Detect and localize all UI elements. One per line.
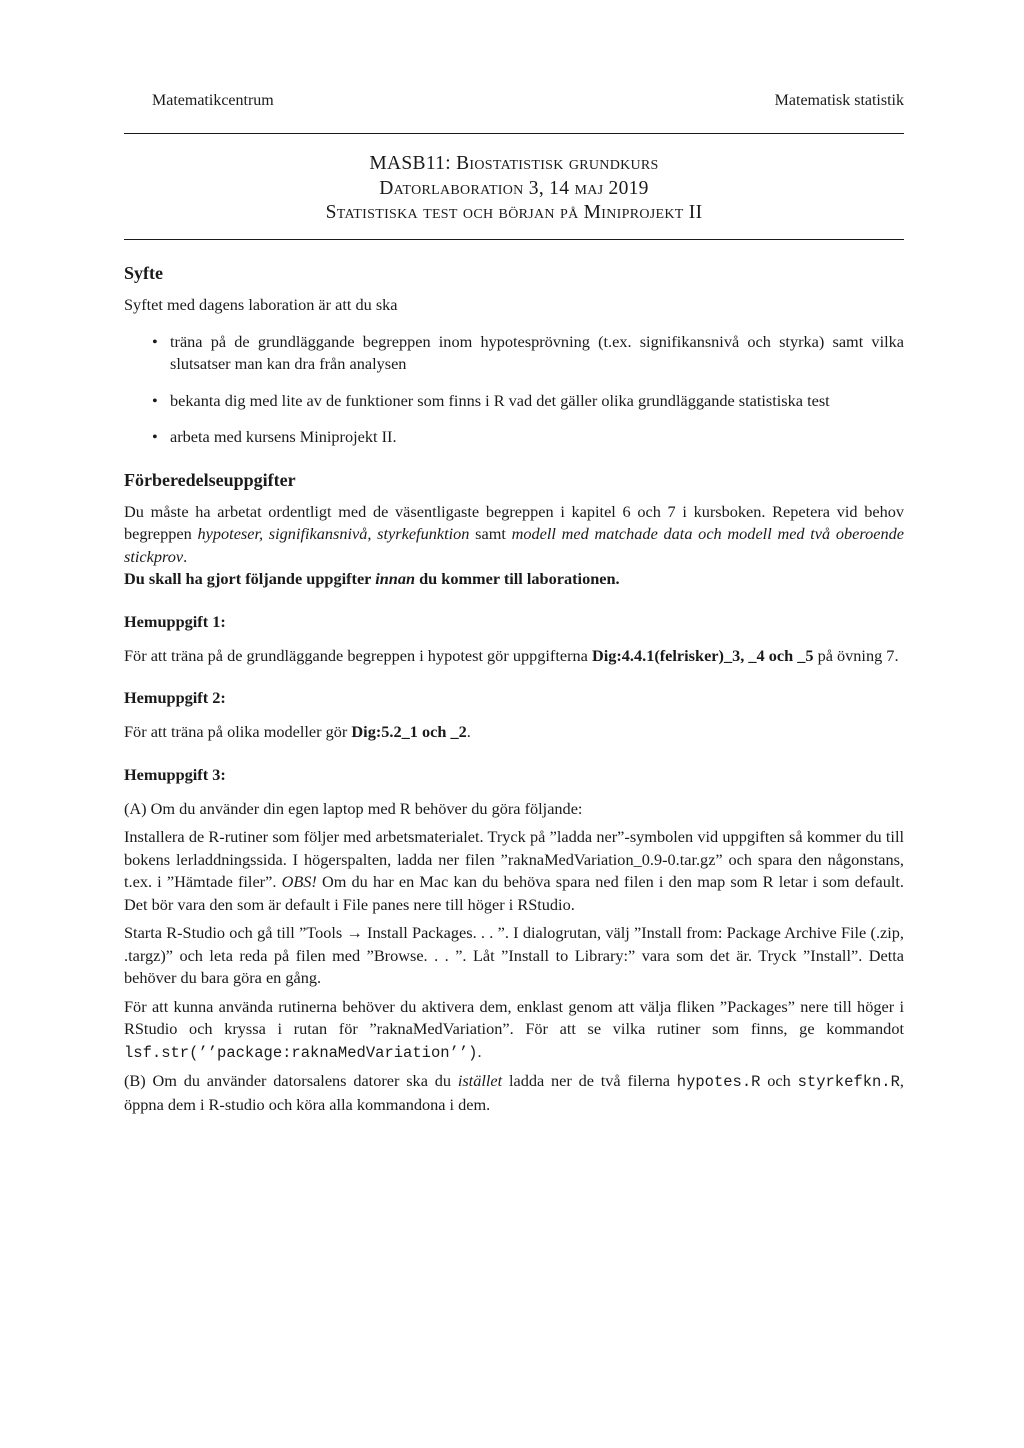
hemuppgift-3-activate: För att kunna använda rutinerna behöver du aktivera dem, enklast genom att välja fliken ”Packages” nere till höger i RStudio och kryssa i rutan för ”raknaMedVariation”. För att se vilka rutiner som finns, ge kommandot lsf.str(’’package:raknaMedVariation’’). xyxy=(124,996,904,1062)
syfte-list xyxy=(124,331,904,449)
title-lab: Datorlaboration 3, 14 maj 2019 xyxy=(379,177,649,199)
hemuppgift-1-heading: Hemuppgift 1: xyxy=(124,611,226,631)
top-rule xyxy=(124,133,904,134)
list-item-text: bekanta dig med lite av de funktioner som finns i R vad det gäller olika grundläggande statistiska test xyxy=(170,390,830,410)
list-item xyxy=(124,331,904,376)
hemuppgift-1-text: För att träna på de grundläggande begreppen i hypotest gör uppgifterna Dig:4.4.1(felrisker)_3, _4 och _5 på övning 7. xyxy=(124,645,899,665)
code-filename: styrkefkn.R xyxy=(797,1073,900,1091)
hemuppgift-3-intro: (A) Om du använder din egen laptop med R behöver du göra följande: xyxy=(124,798,583,818)
list-item-text: träna på de grundläggande begreppen inom hypotesprövning (t.ex. signifikansnivå och styrka) samt vilka slutsatser man kan dra från analysen xyxy=(170,331,904,373)
section-heading-forberedelse: Förberedelseuppgifter xyxy=(124,469,296,490)
bullet-icon: • xyxy=(152,427,158,446)
code-snippet: lsf.str(’’package:raknaMedVariation’’) xyxy=(124,1043,478,1062)
hemuppgift-2-heading: Hemuppgift 2: xyxy=(124,688,226,707)
title-topic: Statistiska test och början på Miniprojekt II xyxy=(325,202,703,223)
title-rule xyxy=(124,239,904,240)
document-title xyxy=(124,152,904,226)
code-filename: hypotes.R xyxy=(676,1073,761,1091)
bullet-icon: • xyxy=(152,390,158,410)
bullet-icon: • xyxy=(152,331,158,351)
header-left: Matematikcentrum xyxy=(152,92,274,109)
hemuppgift-3-heading: Hemuppgift 3: xyxy=(124,764,226,784)
forberedelse-notice: Du skall ha gjort följande uppgifter innan du kommer till laborationen. xyxy=(124,569,620,588)
list-item-text: arbeta med kursens Miniprojekt II. xyxy=(170,427,397,446)
document-body xyxy=(124,262,904,1116)
forberedelse-paragraph: Du måste ha arbetat ordentligt med de väsentligaste begreppen i kapitel 6 och 7 i kursboken. Repetera vid behov begreppen hypoteser, signifikansnivå, styrkefunktion samt modell med matchade data och modell med två oberoende stickprov. xyxy=(124,501,905,566)
hemuppgift-2-text: För att träna på olika modeller gör Dig:5.2_1 och _2. xyxy=(124,722,471,741)
hemuppgift-3-rstudio: Starta R-Studio och gå till ”Tools → Install Packages. . . ”. I dialogrutan, välj ”Install from: Package Archive File (.zip, .targz)” och leta reda på filen med ”Browse. . . ”. Låt ”Install to Library:” vara som det är. Tryck ”Install”. Detta behöver du bara göra en gång. xyxy=(124,923,904,987)
hemuppgift-3-install: Installera de R-rutiner som följer med arbetsmaterialet. Tryck på ”ladda ner”-symbolen vid uppgiften så kommer du till bokens lerladdningssida. I högerspalten, ladda ner filen ”raknaMedVariation_0.9-0.tar.gz” och spara den någonstans, t.ex. i ”Hämtade filer”. OBS! Om du har en Mac kan du behöva spara ned filen i den map som R letar i som default. Det bör vara den som är default i File panes nere till höger i RStudio. xyxy=(124,827,904,914)
header-right: Matematisk statistik xyxy=(774,92,904,109)
list-item xyxy=(124,390,904,413)
syfte-intro: Syftet med dagens laboration är att du ska xyxy=(124,295,398,314)
section-heading-syfte: Syfte xyxy=(124,263,163,283)
list-item xyxy=(124,426,904,449)
hemuppgift-3-labcomputers: (B) Om du använder datorsalens datorer ska du istället ladda ner de två filerna hypotes.R och styrkefkn.R, öppna dem i R-studio och köra alla kommandona i dem. xyxy=(124,1071,904,1114)
title-course: MASB11: Biostatistisk grundkurs xyxy=(369,153,659,174)
